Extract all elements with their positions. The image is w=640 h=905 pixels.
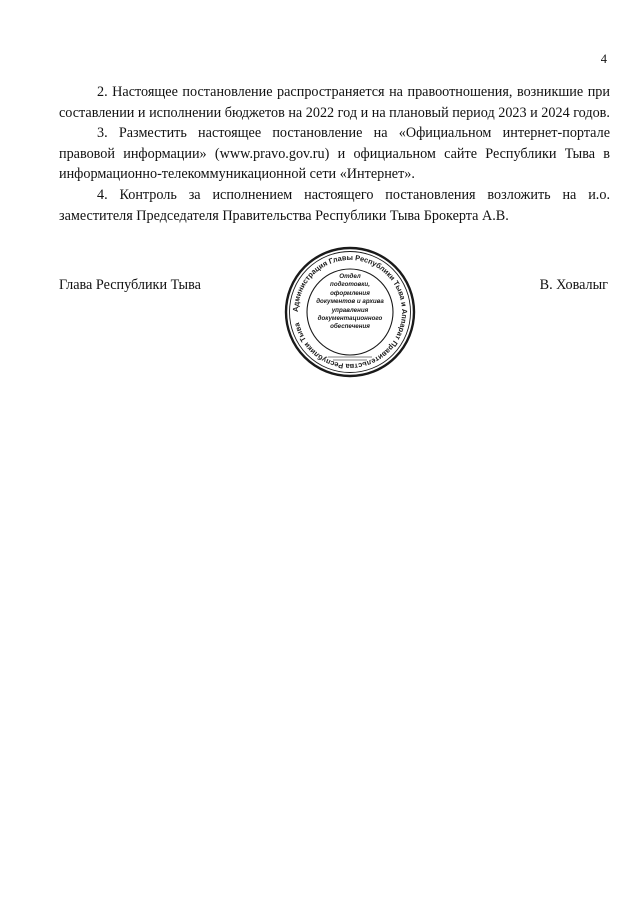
signatory-name: В. Ховалыг xyxy=(539,277,608,293)
document-body xyxy=(59,82,610,226)
seal-ring-text: Администрация Главы Республики Тыва и Аппарат Правительства Республики Тыва xyxy=(290,252,410,372)
seal-line: документационного xyxy=(317,315,383,323)
seal-line: оформления xyxy=(330,289,370,297)
official-seal xyxy=(283,245,417,379)
paragraph-2: 2. Настоящее постановление распространяется на правоотношения, возникшие при составлении и исполнении бюджетов на 2022 год и на плановый период 2023 и 2024 годов. xyxy=(59,84,610,121)
page-number: 4 xyxy=(600,52,607,66)
seal-line: документов и архива xyxy=(316,298,384,306)
seal-line: обеспечения xyxy=(330,323,370,331)
paragraph-4: 4. Контроль за исполнением настоящего постановления возложить на и.о. заместителя Председателя Правительства Республики Тыва Брокерта А.В. xyxy=(59,186,610,224)
seal-center-text xyxy=(313,273,387,332)
seal-line: Отдел xyxy=(339,273,361,280)
paragraph-3: 3. Разместить настоящее постановление на «Официальном интернет-портале правовой информации» (www.pravo.gov.ru) и официальном сайте Республики Тыва в информационно-телекоммуникационной сети «Интернет». xyxy=(59,125,610,183)
seal-line: подготовки, xyxy=(330,281,370,289)
signatory-position: Глава Республики Тыва xyxy=(59,277,201,293)
seal-line: управления xyxy=(331,306,369,314)
